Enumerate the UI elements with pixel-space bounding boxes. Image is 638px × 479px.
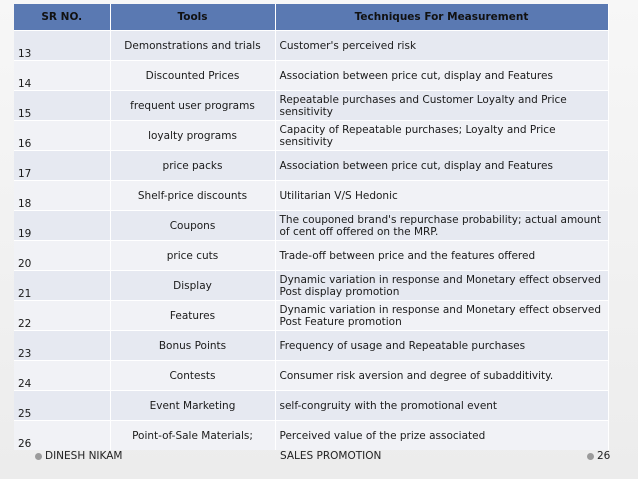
cell-sr: 23	[14, 331, 110, 361]
measurement-table	[14, 4, 609, 450]
page-number: 26	[597, 450, 611, 462]
table-row	[14, 121, 608, 151]
cell-technique: Trade-off between price and the features offered	[275, 241, 608, 271]
bullet-dot-icon	[587, 453, 594, 460]
table-row	[14, 61, 608, 91]
cell-technique: Association between price cut, display and Features	[275, 151, 608, 181]
table-row	[14, 91, 608, 121]
cell-tool: Display	[110, 271, 275, 301]
cell-sr: 21	[14, 271, 110, 301]
table-row	[14, 151, 608, 181]
cell-sr: 26	[14, 421, 110, 451]
cell-sr: 14	[14, 61, 110, 91]
cell-tool: Bonus Points	[110, 331, 275, 361]
bullet-dot-icon	[35, 453, 42, 460]
cell-sr: 20	[14, 241, 110, 271]
cell-sr: 18	[14, 181, 110, 211]
cell-tool: Features	[110, 301, 275, 331]
cell-tool: Event Marketing	[110, 391, 275, 421]
slide-footer	[0, 446, 638, 470]
table-row	[14, 241, 608, 271]
cell-tool: loyalty programs	[110, 121, 275, 151]
table-row	[14, 391, 608, 421]
footer-author: DINESH NIKAM	[45, 450, 123, 462]
cell-technique: Repeatable purchases and Customer Loyalty and Price sensitivity	[275, 91, 608, 121]
cell-technique: Frequency of usage and Repeatable purchases	[275, 331, 608, 361]
table-row	[14, 331, 608, 361]
table-row	[14, 181, 608, 211]
table-row	[14, 271, 608, 301]
table-row	[14, 301, 608, 331]
cell-technique: Dynamic variation in response and Monetary effect observed Post display promotion	[275, 271, 608, 301]
cell-technique: Dynamic variation in response and Monetary effect observed Post Feature promotion	[275, 301, 608, 331]
cell-sr: 25	[14, 391, 110, 421]
cell-technique: Association between price cut, display and Features	[275, 61, 608, 91]
header-tools: Tools	[110, 4, 275, 31]
cell-tool: Coupons	[110, 211, 275, 241]
cell-tool: Discounted Prices	[110, 61, 275, 91]
cell-sr: 24	[14, 361, 110, 391]
cell-technique: Utilitarian V/S Hedonic	[275, 181, 608, 211]
cell-sr: 19	[14, 211, 110, 241]
cell-tool: Demonstrations and trials	[110, 31, 275, 61]
cell-sr: 13	[14, 31, 110, 61]
cell-tool: price cuts	[110, 241, 275, 271]
cell-sr: 15	[14, 91, 110, 121]
table-header-row	[14, 4, 608, 31]
table-row	[14, 361, 608, 391]
cell-technique: The couponed brand's repurchase probability; actual amount of cent off offered on the MRP.	[275, 211, 608, 241]
cell-tool: Contests	[110, 361, 275, 391]
cell-tool: Point-of-Sale Materials;	[110, 421, 275, 451]
table-row	[14, 211, 608, 241]
cell-technique: Consumer risk aversion and degree of subadditivity.	[275, 361, 608, 391]
cell-technique: Capacity of Repeatable purchases; Loyalty and Price sensitivity	[275, 121, 608, 151]
cell-sr: 22	[14, 301, 110, 331]
header-sr-no: SR NO.	[14, 4, 110, 31]
cell-tool: frequent user programs	[110, 91, 275, 121]
cell-tool: Shelf-price discounts	[110, 181, 275, 211]
cell-tool: price packs	[110, 151, 275, 181]
cell-sr: 17	[14, 151, 110, 181]
table-row	[14, 31, 608, 61]
header-techniques: Techniques For Measurement	[275, 4, 608, 31]
footer-subject: SALES PROMOTION	[280, 450, 382, 462]
cell-sr: 16	[14, 121, 110, 151]
cell-technique: Customer's perceived risk	[275, 31, 608, 61]
cell-technique: Perceived value of the prize associated	[275, 421, 608, 451]
cell-technique: self-congruity with the promotional event	[275, 391, 608, 421]
